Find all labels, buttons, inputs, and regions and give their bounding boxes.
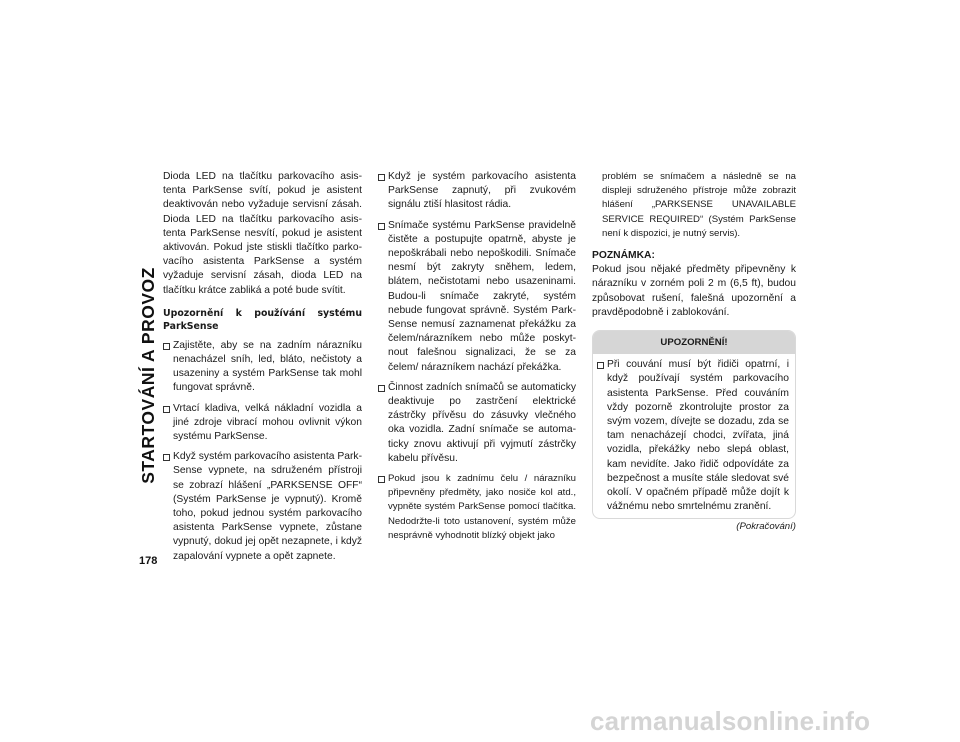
page-number: 178 <box>139 555 158 567</box>
list-item: Snímače systému ParkSense pravidelně čistěte a postupujte opatrně, abyste je nepoškrábali nebo nepoškodili. Snímače nesmí být zakryty sněhem, ledem, blátem, nečistotami nebo usazeninami. Budou-li snímače zakryté, systém nebude fungovat správně. Systém ParkSense nemusí zaznamenat překážku za čelem/nárazníkem nebo může poskytnout falešnou signalizaci, že se za čelem/ nárazníkem nachází překážka. <box>378 219 576 375</box>
checkbox-bullet-icon <box>378 174 385 181</box>
column-1 <box>163 170 362 570</box>
checkbox-bullet-icon <box>378 476 385 483</box>
list-item: Pokud jsou k zadnímu čelu / nárazníku připevněny předměty, jako nosiče kol atd., vypněte systém ParkSense pomocí tlačítka. Nedodržte-li toto ustanovení, systém může nesprávně vyhodnotit blízký objekt jako <box>378 472 576 543</box>
column-3 <box>592 170 796 535</box>
checkbox-bullet-icon <box>378 223 385 230</box>
checkbox-bullet-icon <box>378 385 385 392</box>
note-heading: POZNÁMKA: <box>592 250 655 262</box>
checkbox-bullet-icon <box>597 362 604 369</box>
list-item: Když systém parkovacího asistenta ParkSense vypnete, na sdruženém přístroji se zobrazí hlášení „PARKSENSE OFF“ (Systém ParkSense je vypnutý). Kromě toho, pokud jednou systém parkovacího asistenta ParkSense vypnete, zůstane vypnutý, dokud jej opět nezapnete, i když zapalování vypnete a opět zapnete. <box>163 450 362 564</box>
warning-title: UPOZORNĚNÍ! <box>593 331 795 354</box>
list-item: Činnost zadních snímačů se automaticky deaktivuje po zastrčení elektrické zástrčky přívěsu do zásuvky vlečného oka vozidla. Zadní snímače se automaticky znovu aktivují při vyjmutí zástrčky kabelu přívěsu. <box>378 381 576 466</box>
warning-body <box>593 354 795 518</box>
section-title-text: STARTOVÁNÍ A PROVOZ <box>137 266 158 484</box>
continued-paragraph: problém se snímačem a následně se na displeji sdruženého přístroje může zobrazit hlášení „PARKSENSE UNAVAILABLE SERVICE REQUIRED“ (Systém ParkSense není k dispozici, je nutný servis). <box>602 171 796 239</box>
list-item: Když je systém parkovacího asistenta ParkSense zapnutý, při zvukovém signálu ztiší hlasitost rádia. <box>378 170 576 213</box>
note-text: Pokud jsou nějaké předměty připevněny k nárazníku v zorném poli 2 m (6,5 ft), budou způsobovat rušení, falešná upozornění a pravděpodobně i zablokování. <box>592 264 796 318</box>
subheading: Upozornění k používání systému ParkSense <box>163 307 362 332</box>
column-2 <box>378 170 576 549</box>
section-side-title <box>133 170 163 580</box>
watermark: carmanualsonline.info <box>590 706 871 736</box>
bullet-list-1 <box>163 339 362 564</box>
list-item: Při couvání musí být řidiči opatrní, i když používají systém parkovacího asistenta ParkSense. Před couváním vždy pozorně zkontrolujte prostor za svým vozem, dívejte se dozadu, zda se tam nenacházejí chodci, zvířata, jiná vozidla, překážky nebo slepá oblast, kam nevidíte. Jako řidič odpovídáte za bezpečnost a musíte stále sledovat své okolí. V opačném případě může dojít k vážnému nebo smrtelnému zranění. <box>597 358 789 514</box>
intro-paragraph: Dioda LED na tlačítku parkovacího asistenta ParkSense svítí, pokud je asistent deaktivován nebo vyžaduje servisní zásah. Dioda LED na tlačítku parkovacího asistenta ParkSense nesvítí, pokud je asistent aktivován. Pokud jste stiskli tlačítko parkovacího asistenta ParkSense a systém vyžaduje servisní zásah, dioda LED na tlačítku krátce zabliká a poté bude svítit. <box>163 171 362 296</box>
checkbox-bullet-icon <box>163 454 170 461</box>
list-item: Vrtací kladiva, velká nákladní vozidla a jiné zdroje vibrací mohou ovlivnit výkon systému ParkSense. <box>163 402 362 445</box>
continued-label: (Pokračování) <box>736 521 796 533</box>
checkbox-bullet-icon <box>163 343 170 350</box>
bullet-list-2 <box>378 170 576 543</box>
warning-list <box>597 358 789 514</box>
list-item: Zajistěte, aby se na zadním nárazníku nenacházel sníh, led, bláto, nečistoty a usazeniny a systém ParkSense tak mohl fungovat správně. <box>163 339 362 396</box>
checkbox-bullet-icon <box>163 406 170 413</box>
warning-box <box>592 330 796 519</box>
